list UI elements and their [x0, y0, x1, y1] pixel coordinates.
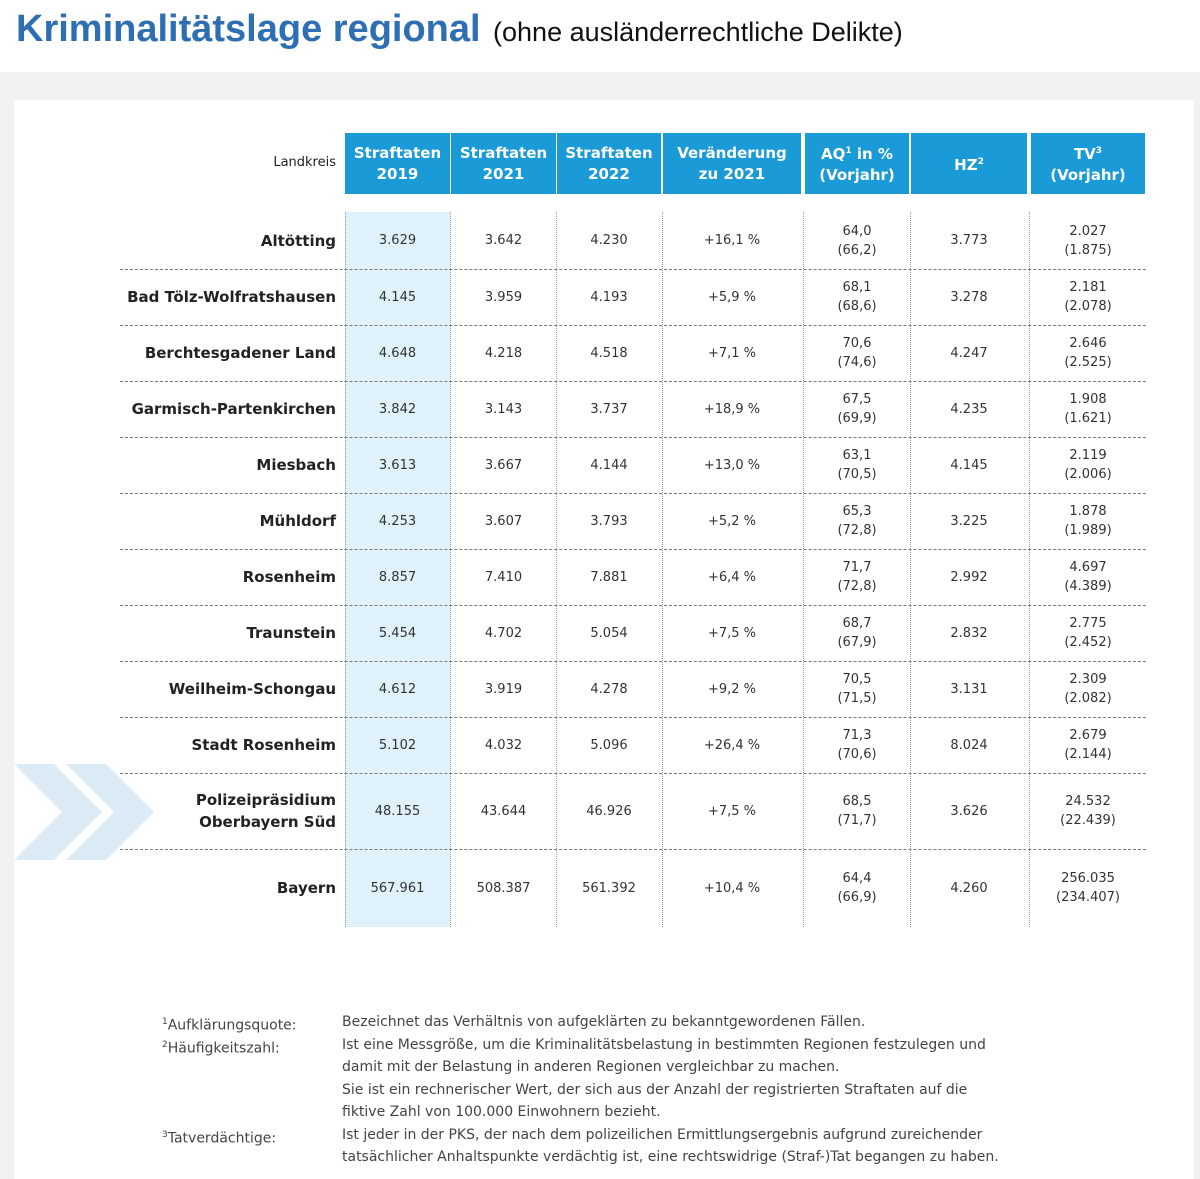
- cell-tv-stack: [1064, 726, 1111, 764]
- cell-tv-value: 2.646: [1069, 336, 1107, 351]
- cell-tv: [1031, 717, 1145, 773]
- cell-tv-value: 1.908: [1069, 392, 1107, 407]
- cell-tv-value: 256.035: [1061, 871, 1115, 886]
- table-row: [0, 849, 1200, 927]
- cell-tv-stack: [1064, 278, 1111, 316]
- cell-straftaten-2019: 4.612: [378, 681, 417, 697]
- row-label: [120, 849, 336, 927]
- cell-tv-previous: (1.875): [1064, 242, 1112, 258]
- cell-straftaten-2022: 4.144: [590, 457, 628, 473]
- cell-aq: [805, 493, 909, 549]
- footnote-line: Sie ist ein rechnerischer Wert, der sich aus der Anzahl der registrierten Straftaten auf die: [342, 1081, 968, 1098]
- header-line2: zu 2021: [698, 164, 766, 183]
- cell-tv: [1031, 661, 1145, 717]
- table-row: [0, 493, 1200, 549]
- cell-aq-stack: [837, 278, 876, 316]
- landkreis-header: Landkreis: [273, 155, 336, 170]
- cell-veraenderung: +6,4 %: [707, 569, 757, 585]
- cell-tv-value: 4.697: [1069, 560, 1107, 575]
- table-row: [0, 773, 1200, 849]
- cell-aq: [805, 605, 909, 661]
- row-label-line1: Weilheim-Schongau: [168, 680, 336, 698]
- cell-hz: 2.832: [950, 625, 988, 641]
- cell-aq: [805, 212, 909, 269]
- header-line1: AQ: [821, 145, 846, 163]
- cell-hz: 4.260: [950, 880, 988, 896]
- row-label-line1: Berchtesgadener Land: [144, 344, 336, 362]
- cell-veraenderung: +10,4 %: [703, 880, 761, 896]
- cell-aq: [805, 549, 909, 605]
- header-aq: [805, 133, 909, 194]
- row-label-line1: Bad Tölz-Wolfratshausen: [127, 288, 336, 306]
- header-footnote-mark: 3: [1095, 146, 1103, 156]
- cell-tv: [1031, 381, 1145, 437]
- cell-aq-value: 70,5: [842, 672, 872, 687]
- header-line1: Straftaten: [565, 143, 653, 162]
- cell-tv-stack: [1064, 502, 1111, 540]
- cell-straftaten-2021: 4.218: [484, 345, 523, 361]
- footnote-line: Bezeichnet das Verhältnis von aufgeklärten zu bekanntgewordenen Fällen.: [342, 1014, 866, 1030]
- cell-straftaten-2021: 508.387: [476, 880, 531, 896]
- cell-straftaten-2021: 3.642: [484, 233, 523, 248]
- cell-tv-stack: [1056, 869, 1120, 907]
- cell-aq-stack: [837, 502, 876, 540]
- cell-straftaten-2019: 3.613: [378, 457, 417, 473]
- cell-veraenderung: +7,5 %: [707, 803, 757, 819]
- footnote-mark: 2: [162, 1039, 168, 1050]
- footnote-mark: 3: [162, 1129, 168, 1140]
- cell-aq-stack: [837, 446, 876, 484]
- cell-tv-stack: [1064, 614, 1111, 652]
- cell-straftaten-2022: 5.096: [590, 737, 628, 753]
- footnote-definition: [342, 1034, 1042, 1124]
- cell-straftaten-2019: 3.629: [378, 233, 417, 248]
- cell-hz: 8.024: [950, 737, 988, 753]
- footnotes: [162, 1011, 1042, 1169]
- cell-aq-stack: [837, 670, 876, 708]
- cell-tv-value: 2.309: [1069, 672, 1107, 687]
- cell-straftaten-2022: 3.737: [590, 401, 628, 417]
- cell-straftaten-2022: 7.881: [590, 569, 628, 585]
- cell-tv-previous: (2.452): [1064, 635, 1112, 650]
- cell-aq-previous: (72,8): [837, 579, 877, 594]
- cell-aq: [805, 661, 909, 717]
- cell-hz: 3.278: [950, 289, 988, 305]
- cell-aq-stack: [837, 222, 876, 260]
- cell-aq-value: 68,1: [842, 280, 872, 295]
- cell-tv-previous: (2.144): [1064, 747, 1112, 762]
- cell-straftaten-2022: 46.926: [586, 803, 632, 819]
- cell-aq-value: 71,7: [842, 560, 872, 575]
- cell-straftaten-2021: 4.702: [484, 625, 523, 641]
- row-label-line1: Polizeipräsidium: [195, 791, 336, 809]
- header-line1: Veränderung: [677, 143, 787, 162]
- footnote: [162, 1011, 1042, 1034]
- cell-tv-previous: (4.389): [1064, 579, 1112, 594]
- title-main: Kriminalitätslage regional: [16, 8, 481, 50]
- table-row: [0, 381, 1200, 437]
- cell-tv-stack: [1064, 670, 1111, 708]
- header-line1-suffix: in %: [851, 145, 893, 163]
- cell-aq-value: 68,7: [842, 616, 872, 631]
- cell-aq-previous: (66,2): [837, 242, 877, 258]
- cell-tv-value: 2.027: [1069, 223, 1107, 239]
- cell-tv: [1031, 849, 1145, 927]
- footnote-mark: 1: [162, 1017, 168, 1027]
- cell-aq: [805, 773, 909, 849]
- cell-straftaten-2021: 3.607: [484, 513, 523, 529]
- cell-hz: 3.131: [950, 681, 988, 697]
- page-title: [16, 8, 903, 51]
- row-label-line1: Stadt Rosenheim: [191, 736, 336, 754]
- cell-aq: [805, 849, 909, 927]
- row-label: [120, 773, 336, 849]
- cell-tv-previous: (1.989): [1064, 523, 1112, 538]
- footnote-line: tatsächlicher Anhaltspunkte verdächtig ist, eine rechtswidrige (Straf-)Tat begangen zu haben.: [342, 1149, 999, 1165]
- cell-straftaten-2021: 3.959: [484, 289, 523, 305]
- cell-tv-stack: [1064, 222, 1111, 260]
- table-row: [0, 437, 1200, 493]
- cell-veraenderung: +9,2 %: [707, 681, 757, 697]
- cell-aq: [805, 717, 909, 773]
- cell-tv: [1031, 437, 1145, 493]
- cell-hz: 2.992: [950, 569, 988, 585]
- cell-tv-value: 2.181: [1069, 280, 1107, 295]
- title-sub: (ohne ausländerrechtliche Delikte): [493, 17, 903, 47]
- cell-aq-value: 64,4: [842, 871, 872, 886]
- row-label: [120, 437, 336, 493]
- cell-aq-stack: [837, 869, 876, 907]
- row-label: [120, 212, 336, 269]
- cell-tv: [1031, 269, 1145, 325]
- cell-straftaten-2022: 561.392: [582, 880, 636, 896]
- header-veraenderung: [663, 133, 801, 194]
- cell-veraenderung: +13,0 %: [703, 457, 761, 473]
- table-row: [0, 212, 1200, 269]
- cell-tv-value: 2.119: [1069, 448, 1107, 463]
- cell-aq: [805, 269, 909, 325]
- cell-straftaten-2021: 3.919: [484, 681, 523, 697]
- cell-straftaten-2022: 4.193: [590, 289, 628, 305]
- cell-tv-value: 1.878: [1069, 504, 1107, 519]
- cell-veraenderung: +7,1 %: [707, 345, 757, 361]
- cell-aq-previous: (68,6): [837, 299, 877, 314]
- cell-straftaten-2019: 4.648: [378, 345, 417, 361]
- footnote-definition: [342, 1011, 1042, 1034]
- cell-aq-stack: [837, 614, 876, 652]
- cell-straftaten-2019: 5.102: [378, 737, 417, 753]
- cell-aq-previous: (70,5): [837, 467, 877, 482]
- cell-aq-previous: (70,6): [837, 747, 877, 762]
- cell-tv-value: 2.679: [1069, 728, 1107, 743]
- header-straftaten-2021: [451, 133, 556, 194]
- cell-veraenderung: +7,5 %: [707, 625, 757, 641]
- cell-veraenderung: +16,1 %: [703, 233, 761, 248]
- header-line1: Straftaten: [459, 143, 548, 162]
- cell-straftaten-2019: 3.842: [378, 401, 417, 417]
- cell-tv-stack: [1064, 334, 1111, 372]
- row-label: [120, 661, 336, 717]
- row-label: [120, 493, 336, 549]
- cell-tv-previous: (1.621): [1064, 411, 1112, 426]
- table-row: [0, 717, 1200, 773]
- header-line2: (Vorjahr): [1050, 166, 1126, 184]
- cell-aq-value: 71,3: [842, 728, 872, 743]
- cell-tv-value: 2.775: [1069, 616, 1107, 631]
- header-line1: TV: [1073, 145, 1096, 163]
- cell-aq-value: 64,0: [842, 223, 872, 239]
- cell-straftaten-2019: 4.253: [378, 513, 417, 529]
- footnote-line: damit mit der Belastung in anderen Regionen vergleichbar zu machen.: [342, 1059, 840, 1075]
- cell-veraenderung: +5,9 %: [707, 289, 757, 305]
- header-line2: 2019: [376, 164, 419, 183]
- cell-tv-stack: [1064, 558, 1111, 596]
- cell-aq-value: 63,1: [842, 448, 872, 463]
- table-row: [0, 549, 1200, 605]
- cell-aq-previous: (71,7): [837, 813, 877, 828]
- header-footnote-mark: 2: [977, 156, 984, 167]
- cell-aq-stack: [837, 334, 876, 372]
- cell-veraenderung: +18,9 %: [703, 401, 761, 417]
- row-label-line1: Garmisch-Partenkirchen: [131, 400, 336, 418]
- cell-straftaten-2021: 4.032: [484, 737, 523, 753]
- cell-straftaten-2022: 3.793: [590, 513, 628, 529]
- header-hz: [911, 133, 1027, 194]
- footnote-line: fiktive Zahl von 100.000 Einwohnern bezieht.: [342, 1104, 661, 1120]
- cell-tv: [1031, 605, 1145, 661]
- header-line2: 2022: [588, 164, 630, 183]
- cell-straftaten-2019: 4.145: [378, 289, 417, 305]
- footnote: [162, 1124, 1042, 1169]
- footnote-definition: [342, 1124, 1042, 1169]
- row-label: [120, 269, 336, 325]
- cell-tv-stack: [1064, 390, 1111, 428]
- cell-aq-value: 68,5: [842, 794, 872, 809]
- cell-aq-previous: (67,9): [837, 635, 877, 650]
- header-line1: HZ: [954, 155, 978, 174]
- cell-tv-value: 24.532: [1065, 794, 1111, 809]
- cell-hz: 4.145: [950, 457, 988, 473]
- row-label-line1: Traunstein: [246, 624, 336, 642]
- cell-hz: 3.225: [950, 513, 988, 529]
- cell-hz: 3.626: [950, 803, 988, 819]
- footnote-term: [162, 1034, 338, 1060]
- cell-hz: 4.235: [950, 401, 988, 417]
- row-label-line1: Mühldorf: [259, 512, 336, 530]
- row-label-line1: Miesbach: [256, 456, 336, 474]
- cell-aq: [805, 325, 909, 381]
- cell-tv: [1031, 549, 1145, 605]
- cell-aq-value: 70,6: [842, 336, 872, 351]
- cell-aq-value: 65,3: [842, 504, 872, 519]
- cell-aq: [805, 437, 909, 493]
- cell-tv-previous: (2.525): [1064, 355, 1112, 370]
- cell-straftaten-2021: 3.667: [484, 457, 523, 473]
- row-label-line1: Altötting: [260, 231, 336, 250]
- cell-straftaten-2022: 4.278: [590, 681, 628, 697]
- cell-hz: 3.773: [950, 233, 988, 248]
- footnote-term-text: Häufigkeitszahl:: [167, 1040, 280, 1057]
- footnote-line: Ist jeder in der PKS, der nach dem polizeilichen Ermittlungsergebnis aufgrund zureichender: [342, 1126, 983, 1143]
- cell-tv: [1031, 212, 1145, 269]
- cell-hz: 4.247: [950, 345, 988, 361]
- header-line2: 2021: [482, 164, 525, 183]
- table-row: [0, 605, 1200, 661]
- cell-straftaten-2021: 43.644: [480, 803, 527, 819]
- row-label-line2: Oberbayern Süd: [199, 813, 336, 831]
- cell-veraenderung: +5,2 %: [707, 513, 757, 529]
- cell-aq-previous: (72,8): [837, 523, 877, 538]
- footnote-term-text: Aufklärungsquote:: [167, 1017, 297, 1034]
- cell-aq-previous: (71,5): [837, 691, 877, 706]
- footnote-term: [162, 1124, 338, 1150]
- header-straftaten-2022: [557, 133, 661, 194]
- cell-straftaten-2019: 8.857: [378, 569, 417, 585]
- cell-aq-previous: (74,6): [837, 355, 877, 370]
- table-row: [0, 325, 1200, 381]
- row-label: [120, 717, 336, 773]
- cell-aq-stack: [837, 390, 876, 428]
- row-label-line1: Rosenheim: [242, 568, 336, 586]
- row-label: [120, 381, 336, 437]
- cell-aq-stack: [837, 792, 876, 830]
- cell-tv: [1031, 493, 1145, 549]
- footnote: [162, 1034, 1042, 1124]
- header-straftaten-2019: [345, 133, 450, 194]
- cell-straftaten-2022: 4.518: [590, 345, 628, 361]
- cell-aq-value: 67,5: [842, 392, 872, 407]
- cell-straftaten-2022: 4.230: [590, 233, 628, 248]
- cell-aq-stack: [837, 558, 876, 596]
- row-label: [120, 325, 336, 381]
- row-label: [120, 605, 336, 661]
- cell-tv: [1031, 325, 1145, 381]
- cell-straftaten-2021: 7.410: [484, 569, 523, 585]
- cell-tv-previous: (2.078): [1064, 299, 1112, 314]
- cell-tv-stack: [1060, 792, 1116, 830]
- table-row: [0, 661, 1200, 717]
- cell-aq: [805, 381, 909, 437]
- cell-tv-previous: (22.439): [1060, 813, 1116, 828]
- row-label: [120, 549, 336, 605]
- cell-straftaten-2021: 3.143: [484, 401, 523, 417]
- cell-aq-stack: [837, 726, 876, 764]
- table-row: [0, 269, 1200, 325]
- cell-straftaten-2019: 567.961: [370, 880, 425, 896]
- cell-straftaten-2019: 5.454: [378, 625, 417, 641]
- row-label-line1: Bayern: [276, 879, 336, 897]
- header-line1: Straftaten: [353, 143, 442, 162]
- cell-aq-previous: (69,9): [837, 411, 877, 426]
- cell-aq-previous: (66,9): [837, 890, 877, 905]
- cell-tv: [1031, 773, 1145, 849]
- cell-straftaten-2019: 48.155: [374, 803, 421, 819]
- cell-tv-stack: [1064, 446, 1111, 484]
- cell-veraenderung: +26,4 %: [703, 737, 761, 753]
- header-line2: (Vorjahr): [819, 166, 895, 184]
- cell-tv-previous: (2.082): [1064, 691, 1112, 706]
- cell-straftaten-2022: 5.054: [590, 625, 628, 641]
- cell-tv-previous: (2.006): [1064, 467, 1112, 482]
- cell-tv-previous: (234.407): [1056, 890, 1120, 905]
- header-footnote-mark: 1: [845, 146, 852, 156]
- footnote-term-text: Tatverdächtige:: [167, 1130, 277, 1147]
- header-tv: [1031, 133, 1145, 194]
- footnote-line: Ist eine Messgröße, um die Kriminalitätsbelastung in bestimmten Regionen festzulegen und: [342, 1036, 986, 1053]
